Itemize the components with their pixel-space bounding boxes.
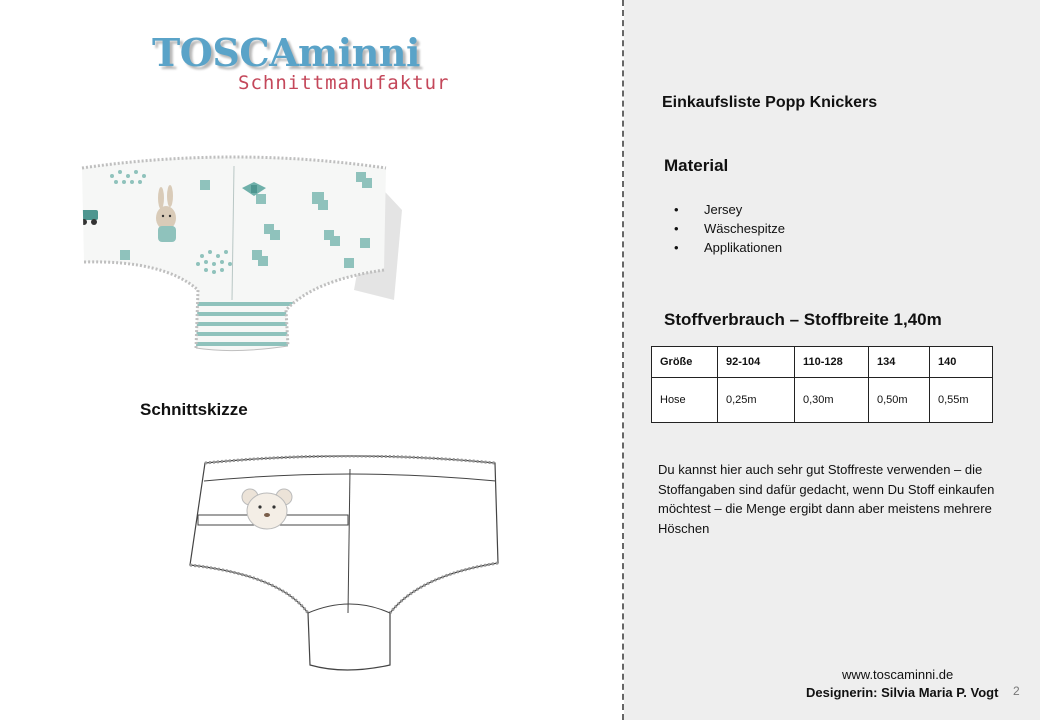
table-header-cell: Größe (652, 347, 718, 378)
table-cell: 0,50m (869, 378, 930, 423)
fabric-note: Du kannst hier auch sehr gut Stoffreste verwenden – die Stoffangaben sind dafür gedacht, wenn Du Stoff einkaufen möchtest – die Menge ergibt dann aber meistens mehrere Höschen (658, 462, 995, 536)
material-item: Applikationen (704, 240, 783, 255)
logo-tagline: Schnittmanufaktur (238, 72, 450, 94)
table-header-cell: 134 (869, 347, 930, 378)
fabric-usage-table (651, 346, 993, 423)
table-header-cell: 92-104 (718, 347, 795, 378)
material-heading: Material (664, 156, 729, 175)
table-cell: Hose (652, 378, 718, 423)
material-item: Jersey (704, 202, 743, 217)
table-cell: 0,30m (795, 378, 869, 423)
bullet-icon: • (674, 202, 679, 217)
table-cell: 0,25m (718, 378, 795, 423)
table-row (652, 378, 993, 423)
list-item (674, 238, 785, 257)
sketch-illustration (180, 455, 520, 685)
shopping-list-title: Einkaufsliste Popp Knickers (662, 94, 878, 111)
fabric-usage-heading: Stoffverbrauch – Stoffbreite 1,40m (664, 310, 942, 329)
page-divider (622, 0, 624, 720)
sketch-title: Schnittskizze (140, 400, 248, 419)
list-item (674, 200, 785, 219)
table-cell: 0,55m (930, 378, 993, 423)
list-item (674, 219, 785, 238)
brand-logo (152, 30, 452, 100)
page-number: 2 (1013, 684, 1020, 698)
table-header-cell: 110-128 (795, 347, 869, 378)
material-item: Wäschespitze (704, 221, 785, 236)
logo-wordmark: TOSCAminni (152, 30, 420, 75)
bullet-icon: • (674, 221, 679, 236)
bullet-icon: • (674, 240, 679, 255)
material-list (674, 200, 785, 257)
table-header-row (652, 347, 993, 378)
table-header-cell: 140 (930, 347, 993, 378)
designer-credit: Designerin: Silvia Maria P. Vogt (806, 685, 999, 700)
knickers-illustration (74, 150, 404, 360)
website-link[interactable]: www.toscaminni.de (842, 667, 954, 682)
